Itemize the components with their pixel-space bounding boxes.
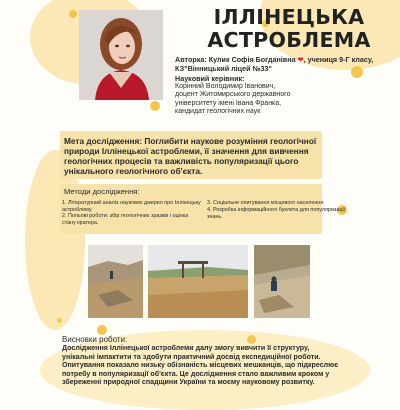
methods-title: Методи дослідження:	[64, 187, 140, 196]
decor-dot	[247, 335, 256, 344]
heart-icon: ❤	[297, 55, 304, 64]
supervisor-line: Корінний Володимир Іванович,	[175, 83, 276, 90]
supervisor-info	[175, 83, 390, 117]
research-goal: Мета дослідження: Поглибити наукове розуміння геологічної природи Іллінецької астроблеми, її значення для вивчення геологічних процесів та важливість популяризації цього унікального геологічного об'єкта.	[64, 136, 317, 176]
conclusions-title: Висновки роботи:	[62, 335, 128, 344]
method-item: 1. Літературний аналіз наукових джерел про Іллінецьку астроблему.	[62, 200, 201, 213]
photo-illustration	[254, 245, 310, 318]
authors-suffix: , учениця 9-Г класу, КЗ"Вінницький ліцей №33"	[175, 55, 374, 73]
portrait-illustration	[79, 10, 163, 100]
poster-title	[184, 6, 394, 52]
photo-illustration	[148, 245, 248, 318]
supervisor-line: університету імені Івана Франка,	[175, 99, 282, 107]
supervisor-line: доцент Житомирського державного	[175, 91, 291, 99]
method-item: 2. Польові роботи: збір геологічних зразків і оцінка стану кратера.	[62, 213, 189, 226]
authors-info	[175, 56, 390, 73]
decor-dot	[57, 318, 62, 323]
author-portrait	[79, 10, 163, 100]
title-line-2: АСТРОБЛЕМА	[207, 28, 371, 52]
supervisor-label: Науковий керівник:	[175, 74, 245, 83]
decor-dot	[150, 101, 160, 111]
title-line-1: ІЛЛІНЕЦЬКА	[213, 5, 365, 29]
decor-dot	[97, 325, 107, 335]
field-photo-rocky-slope	[88, 245, 143, 318]
method-item: 4. Розробка інформаційного буклета для популяризації знань.	[207, 207, 346, 220]
decor-dot	[69, 10, 77, 18]
field-photo-researcher	[254, 245, 310, 318]
field-photo-sandy-quarry	[148, 245, 248, 318]
method-item: 3. Соціальне опитування місцевого населення.	[207, 200, 325, 206]
supervisor-line: кандидат геологічних наук	[175, 108, 261, 116]
photo-illustration	[88, 245, 143, 318]
authors-prefix: Авторка: Кулик Софія Богданівна	[175, 55, 296, 64]
conclusions-text: Дослідження Іллінецької астроблеми далу змогу вивчити її структуру, унікальні імпактити та здобути практичний досвід експедиційної роботи. Опитування показало низьку обізнаність місцевих мешканців, що підкреслює потребу в популяризації об'єкта. Це дослідження стало важливим кроком у збереженні природної спадщини України та моєму науковому розвитку.	[62, 344, 339, 387]
